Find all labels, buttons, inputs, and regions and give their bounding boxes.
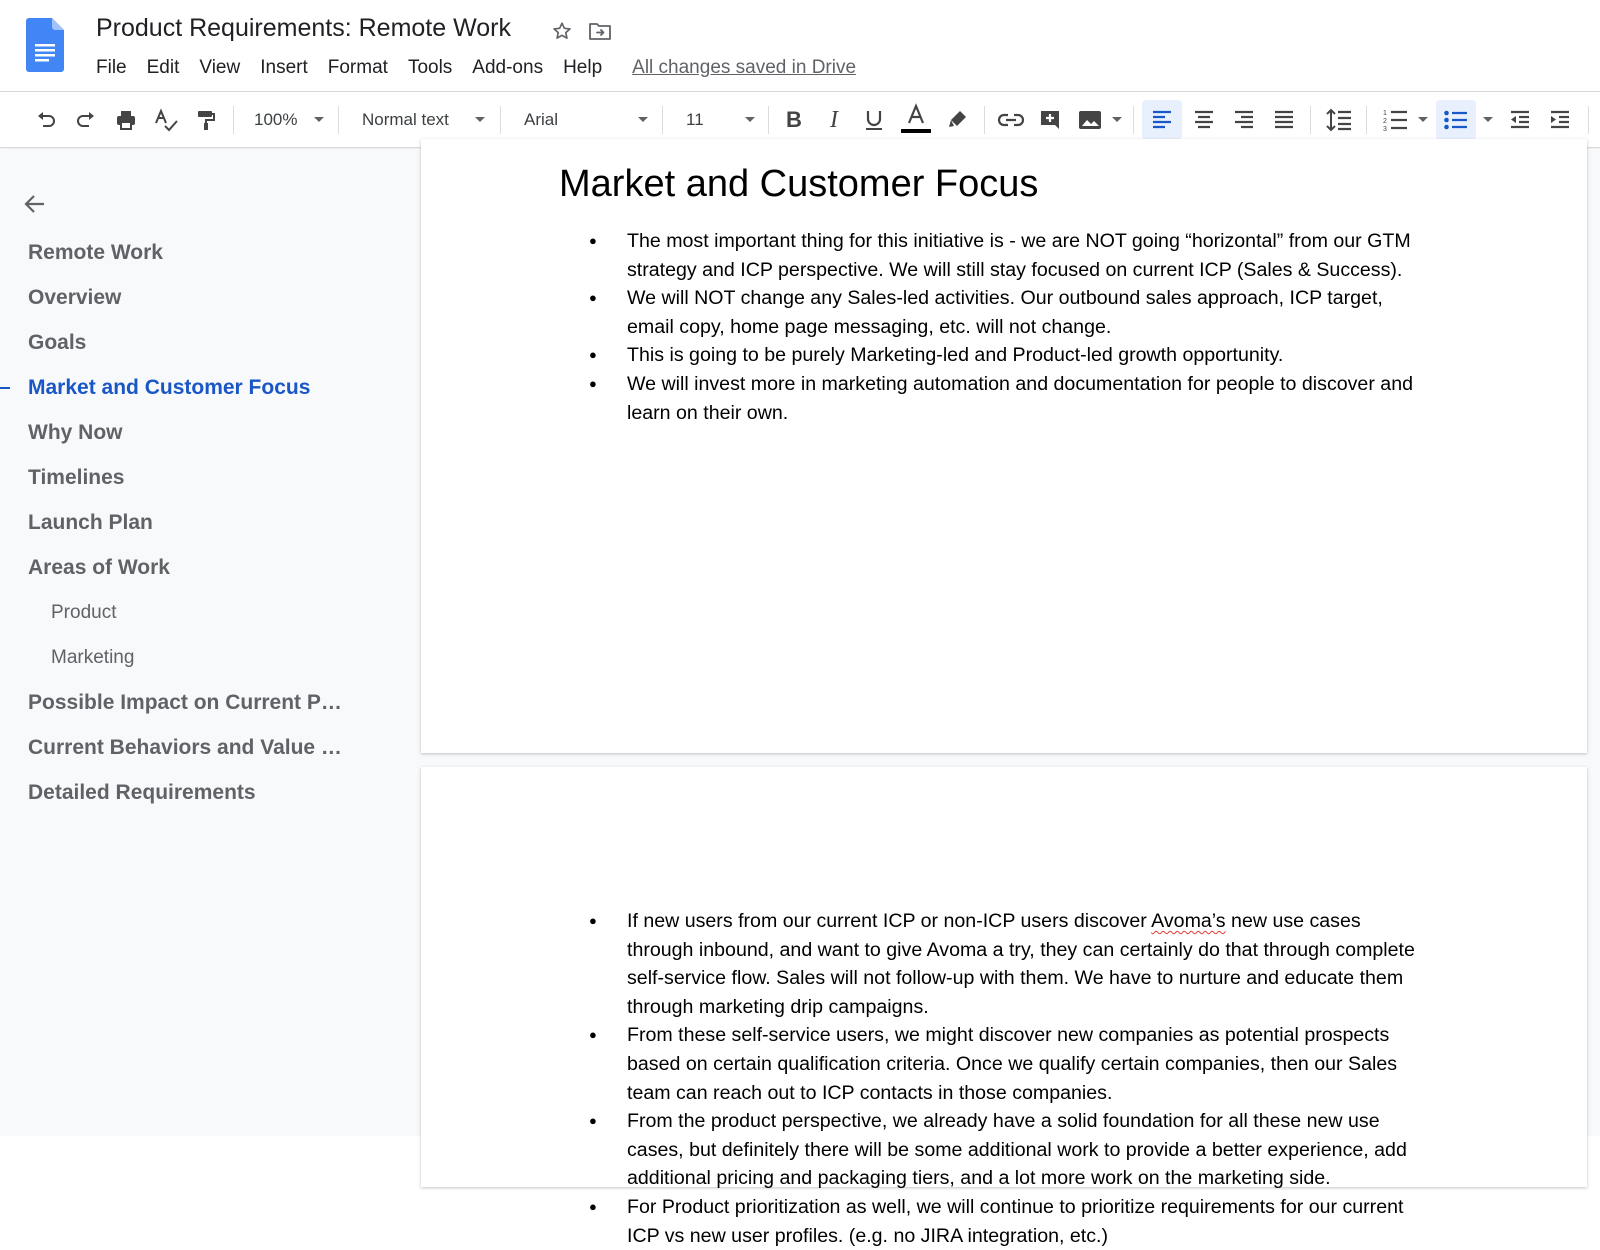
list-item[interactable] bbox=[589, 907, 1429, 1021]
numbered-list-dropdown-icon[interactable] bbox=[1418, 117, 1428, 122]
svg-text:1: 1 bbox=[1383, 110, 1387, 117]
spellcheck-icon[interactable] bbox=[150, 92, 182, 148]
align-left-icon[interactable] bbox=[1142, 100, 1182, 140]
bullet-list bbox=[589, 907, 1429, 1250]
insert-image-dropdown-icon[interactable] bbox=[1112, 117, 1122, 122]
outline-item-overview[interactable]: Overview bbox=[28, 286, 122, 309]
google-docs-logo-icon[interactable] bbox=[26, 18, 64, 72]
menu-bar bbox=[86, 55, 856, 81]
paragraph-style-select[interactable]: Normal text bbox=[362, 110, 449, 129]
document-title[interactable]: Product Requirements: Remote Work bbox=[96, 14, 511, 42]
outline-item-goals[interactable]: Goals bbox=[28, 331, 87, 354]
outline-item-why-now[interactable]: Why Now bbox=[28, 421, 123, 444]
active-outline-marker bbox=[0, 387, 10, 389]
menu-add-ons[interactable]: Add-ons bbox=[472, 57, 544, 78]
section-heading[interactable]: Market and Customer Focus bbox=[559, 163, 1039, 205]
paint-format-icon[interactable] bbox=[190, 92, 222, 148]
menu-tools[interactable]: Tools bbox=[407, 57, 453, 78]
outline-item-areas-of-work[interactable]: Areas of Work bbox=[28, 556, 170, 579]
move-to-folder-icon[interactable] bbox=[588, 19, 612, 43]
list-item[interactable]: ● This is going to be purely Marketing-led and Product-led growth opportunity. bbox=[589, 341, 1429, 370]
list-item[interactable]: ● From these self-service users, we might discover new companies as potential prospects based on certain qualification criteria. Once we qualify certain companies, then our Sales team can reach out to ICP contacts in those companies. bbox=[589, 1021, 1429, 1107]
document-page[interactable] bbox=[421, 139, 1587, 753]
star-icon[interactable] bbox=[550, 19, 574, 43]
outline-item-current-behaviors[interactable]: Current Behaviors and Value … bbox=[28, 736, 342, 759]
font-size-dropdown-icon[interactable] bbox=[745, 117, 755, 122]
document-page[interactable] bbox=[421, 767, 1587, 1247]
outline-item-possible-impact[interactable]: Possible Impact on Current P… bbox=[28, 691, 342, 714]
font-select[interactable]: Arial bbox=[524, 110, 559, 129]
app-header bbox=[0, 0, 1600, 92]
back-arrow-icon[interactable] bbox=[20, 189, 50, 219]
paragraph-style-dropdown-icon[interactable] bbox=[475, 117, 485, 122]
outline-item-product[interactable]: Product bbox=[51, 602, 117, 623]
menu-view[interactable]: View bbox=[199, 57, 241, 78]
list-item-text: If new users from our current ICP or non-ICP users discover bbox=[627, 910, 1152, 932]
bulleted-list-dropdown-icon[interactable] bbox=[1483, 117, 1493, 122]
bold-icon[interactable]: B bbox=[786, 107, 802, 132]
list-item[interactable]: ● From the product perspective, we already have a solid foundation for all these new use cases, but definitely there will be some additional work to provide a better experience, add additional pricing and packaging tiers, and a lot more work on the marketing side. bbox=[589, 1107, 1429, 1193]
list-item[interactable]: ● We will NOT change any Sales-led activities. Our outbound sales approach, ICP target, email copy, home page messaging, etc. will not change. bbox=[589, 284, 1429, 341]
outline-item-detailed-requirements[interactable]: Detailed Requirements bbox=[28, 781, 256, 804]
outline-item-remote-work[interactable]: Remote Work bbox=[28, 241, 163, 264]
menu-edit[interactable]: Edit bbox=[146, 57, 180, 78]
document-canvas bbox=[420, 149, 1600, 1247]
outline-item-marketing[interactable]: Marketing bbox=[51, 647, 135, 668]
outline-item-timelines[interactable]: Timelines bbox=[28, 466, 125, 489]
menu-file[interactable]: File bbox=[96, 57, 127, 78]
bullet-list bbox=[589, 227, 1429, 427]
spelling-error-word[interactable]: Avoma’s bbox=[1151, 910, 1226, 932]
document-outline bbox=[0, 149, 420, 1136]
menu-insert[interactable]: Insert bbox=[260, 57, 308, 78]
font-size-select[interactable]: 11 bbox=[686, 110, 704, 129]
bulleted-list-icon[interactable] bbox=[1436, 100, 1476, 140]
svg-text:3: 3 bbox=[1383, 126, 1387, 133]
menu-help[interactable]: Help bbox=[563, 57, 603, 78]
zoom-dropdown-icon[interactable] bbox=[314, 117, 324, 122]
save-status-link[interactable]: All changes saved in Drive bbox=[632, 57, 857, 78]
zoom-select[interactable]: 100% bbox=[254, 110, 298, 129]
list-item-text: new use cases through inbound, and want to give Avoma a try, they can certainly do that through complete self-service flow. Sales will not follow-up with them. We have to nurture and educate them through marketing drip campaigns. bbox=[627, 910, 1415, 1018]
print-icon[interactable] bbox=[110, 92, 142, 148]
svg-text:2: 2 bbox=[1383, 118, 1387, 125]
italic-icon[interactable]: I bbox=[830, 106, 838, 133]
list-item[interactable]: ● We will invest more in marketing automation and documentation for people to discover and learn on their own. bbox=[589, 370, 1429, 427]
redo-icon[interactable] bbox=[70, 92, 102, 148]
font-dropdown-icon[interactable] bbox=[638, 117, 648, 122]
list-item[interactable]: ● The most important thing for this initiative is - we are NOT going “horizontal” from our GTM strategy and ICP perspective. We will still stay focused on current ICP (Sales & Success). bbox=[589, 227, 1429, 284]
undo-icon[interactable] bbox=[30, 92, 62, 148]
outline-item-market-and-customer-focus[interactable]: Market and Customer Focus bbox=[28, 376, 311, 399]
list-item[interactable]: ● For Product prioritization as well, we will continue to prioritize requirements for our current ICP vs new user profiles. (e.g. no JIRA integration, etc.) bbox=[589, 1193, 1429, 1250]
outline-item-launch-plan[interactable]: Launch Plan bbox=[28, 511, 153, 534]
menu-format[interactable]: Format bbox=[327, 57, 388, 78]
